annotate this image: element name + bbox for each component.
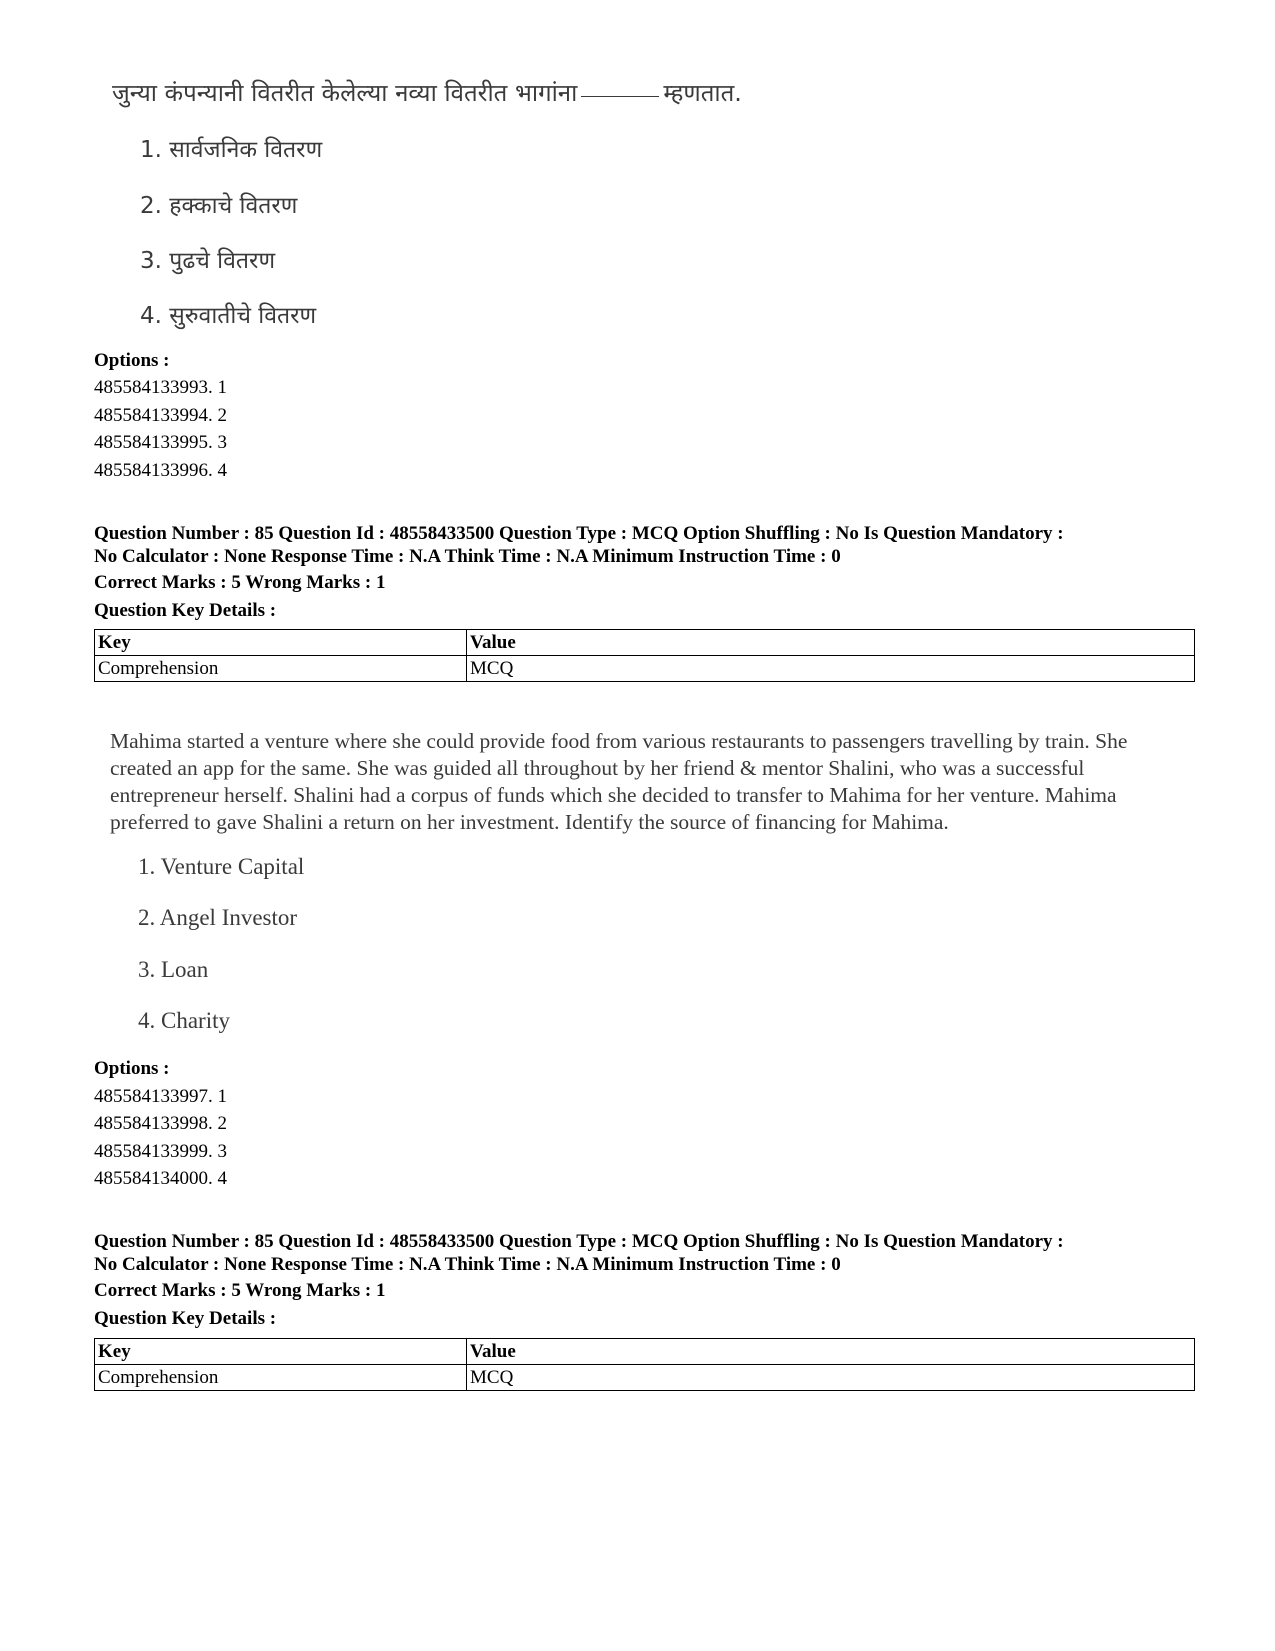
option-item: 485584133996. 4	[94, 460, 227, 481]
table-cell: Comprehension	[95, 656, 467, 682]
option-item: 485584133999. 3	[94, 1141, 227, 1162]
option-item: 485584134000. 4	[94, 1168, 227, 1189]
option-item: 485584133997. 1	[94, 1086, 227, 1107]
key-details-heading: Question Key Details :	[94, 600, 277, 621]
choice-item: 4. सुरुवातीचे वितरण	[140, 303, 317, 329]
fill-in-blank	[581, 96, 659, 97]
table-cell: MCQ	[467, 656, 1195, 682]
question-meta	[94, 1230, 1214, 1276]
choice-item: 3. Loan	[138, 957, 209, 982]
choice-item: 3. पुढचे वितरण	[140, 248, 276, 274]
choice-item: 2. हक्काचे वितरण	[140, 193, 298, 219]
meta-line: No Calculator : None Response Time : N.A Think Time : N.A Minimum Instruction Time : 0	[94, 546, 841, 567]
key-details-heading: Question Key Details :	[94, 1308, 277, 1329]
question-stem: Mahima started a venture where she could provide food from various restaurants to passengers travelling by train. She created an app for the same. She was guided all throughout by her friend & mentor Shalini, who was a successful entrepreneur herself. Shalini had a corpus of funds which she decided to transfer to Mahima for her venture. Mahima preferred to gave Shalini a return on her investment. Identify the source of financing for Mahima.	[110, 729, 1128, 834]
key-details-table	[94, 629, 1195, 682]
table-row	[95, 656, 1195, 682]
option-item: 485584133995. 3	[94, 432, 227, 453]
table-header-cell: Value	[467, 630, 1195, 656]
option-item: 485584133998. 2	[94, 1113, 227, 1134]
table-cell: Comprehension	[95, 1365, 467, 1391]
choice-item: 1. Venture Capital	[138, 854, 305, 879]
table-header-row	[95, 630, 1195, 656]
question-meta	[94, 522, 1214, 568]
choice-item: 1. सार्वजनिक वितरण	[140, 137, 323, 163]
table-header-row	[95, 1339, 1195, 1365]
table-cell: MCQ	[467, 1365, 1195, 1391]
stem-text: जुन्या कंपन्यानी वितरीत केलेल्या नव्या वितरीत भागांना	[112, 79, 578, 107]
option-item: 485584133993. 1	[94, 377, 227, 398]
marks-line: Correct Marks : 5 Wrong Marks : 1	[94, 1280, 386, 1301]
stem-text-end: म्हणतात.	[663, 79, 742, 107]
meta-line: Question Number : 85 Question Id : 48558433500 Question Type : MCQ Option Shuffling : No Is Question Mandatory :	[94, 1231, 1064, 1252]
table-row	[95, 1365, 1195, 1391]
question-image-marathi	[112, 80, 1172, 350]
options-heading: Options :	[94, 1058, 170, 1079]
choice-item: 2. Angel Investor	[138, 905, 298, 930]
table-header-cell: Key	[95, 630, 467, 656]
choice-item: 4. Charity	[138, 1008, 230, 1033]
table-header-cell: Value	[467, 1339, 1195, 1365]
option-item: 485584133994. 2	[94, 405, 227, 426]
question-stem	[112, 80, 742, 107]
table-header-cell: Key	[95, 1339, 467, 1365]
key-details-table	[94, 1338, 1195, 1391]
question-image-english	[110, 728, 1170, 1068]
meta-line: No Calculator : None Response Time : N.A Think Time : N.A Minimum Instruction Time : 0	[94, 1254, 841, 1275]
options-heading: Options :	[94, 350, 170, 371]
marks-line: Correct Marks : 5 Wrong Marks : 1	[94, 572, 386, 593]
meta-line: Question Number : 85 Question Id : 48558433500 Question Type : MCQ Option Shuffling : No Is Question Mandatory :	[94, 523, 1064, 544]
